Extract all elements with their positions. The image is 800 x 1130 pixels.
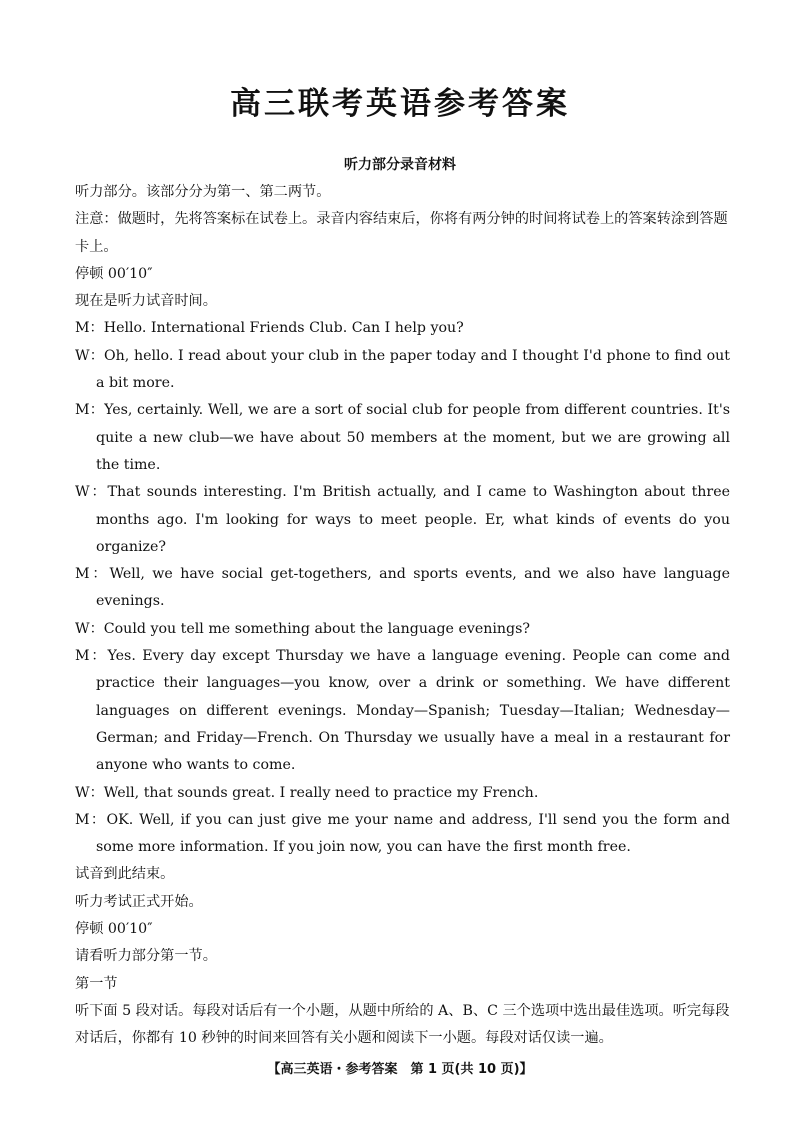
page-footer: 【高三英语・参考答案 第 1 页(共 10 页)】 [267, 1062, 533, 1077]
dialog-line [75, 561, 730, 616]
speaker-label: W： [75, 347, 105, 364]
intro-line: 现在是听力试音时间。 [75, 293, 217, 310]
dialog-line [75, 807, 730, 862]
intro-line: 停顿 00′10″ [75, 265, 153, 282]
outro-line: 听力考试正式开始。 [75, 893, 203, 910]
speaker-label: W： [75, 620, 104, 637]
speaker-label: M： [75, 648, 108, 665]
dialog-line [75, 479, 730, 561]
dialog-text: Yes. Every day except Thursday we have a language evening. People can come and practice their languages—you know, over a drink or something. We have different languages on different evenings. Monday—Spanish; Tuesday—Italian; Wednesday—German; and Friday—French. On Thursday we usually have a meal in a restaurant for anyone who wants to come. [96, 648, 731, 774]
dialog-text: Oh, hello. I read about your club in the paper today and I thought I'd phone to find out a bit more. [96, 347, 730, 392]
dialog-line [75, 780, 730, 807]
outro-line: 试音到此结束。 [75, 866, 175, 883]
dialog-text: That sounds interesting. I'm British actually, and I came to Washington about three months ago. I'm looking for ways to meet people. Er, what kinds of events do you organize? [96, 484, 730, 555]
section-heading: 第一节 [75, 975, 118, 992]
instruction-paragraph: 听下面 5 段对话。每段对话后有一个小题，从题中所给的 A、B、C 三个选项中选出最佳选项。听完每段对话后，你都有 10 秒钟的时间来回答有关小题和阅读下一小题。每段对话仅读一遍。 [75, 1002, 730, 1047]
section-subtitle: 听力部分录音材料 [344, 157, 456, 173]
speaker-label: M： [75, 811, 107, 828]
document-title: 高三联考英语参考答案 [230, 86, 570, 122]
dialog-text: Well, we have social get-togethers, and sports events, and we also have language evenings. [96, 566, 730, 610]
outro-line: 请看听力部分第一节。 [75, 948, 217, 965]
dialog-line [75, 343, 730, 398]
dialog-line [75, 397, 730, 479]
intro-line: 听力部分。该部分分为第一、第二两节。 [75, 184, 331, 200]
dialog-text: Hello. International Friends Club. Can I help you? [103, 320, 464, 337]
speaker-label: M： [75, 566, 110, 583]
speaker-label: M： [75, 320, 104, 337]
dialog-text: OK. Well, if you can just give me your name and address, I'll send you the form and some more information. If you join now, you can have the first month free. [96, 811, 730, 856]
outro-line: 停顿 00′10″ [75, 921, 153, 938]
transcript-body [75, 179, 730, 1053]
dialog-line [75, 315, 730, 342]
dialog-line [75, 616, 730, 643]
speaker-label: W： [75, 784, 104, 801]
dialog-text: Yes, certainly. Well, we are a sort of social club for people from different countries. It's quite a new club—we have about 50 members at the moment, but we are growing all the time. [96, 402, 731, 473]
dialog-text: Could you tell me something about the language evenings? [103, 620, 531, 637]
intro-line: 注意：做题时，先将答案标在试卷上。录音内容结束后，你将有两分钟的时间将试卷上的答案转涂到答题卡上。 [75, 211, 728, 255]
speaker-label: W： [75, 484, 108, 501]
dialog-line [75, 643, 730, 779]
speaker-label: M： [75, 402, 105, 419]
dialog-text: Well, that sounds great. I really need to practice my French. [103, 784, 539, 801]
